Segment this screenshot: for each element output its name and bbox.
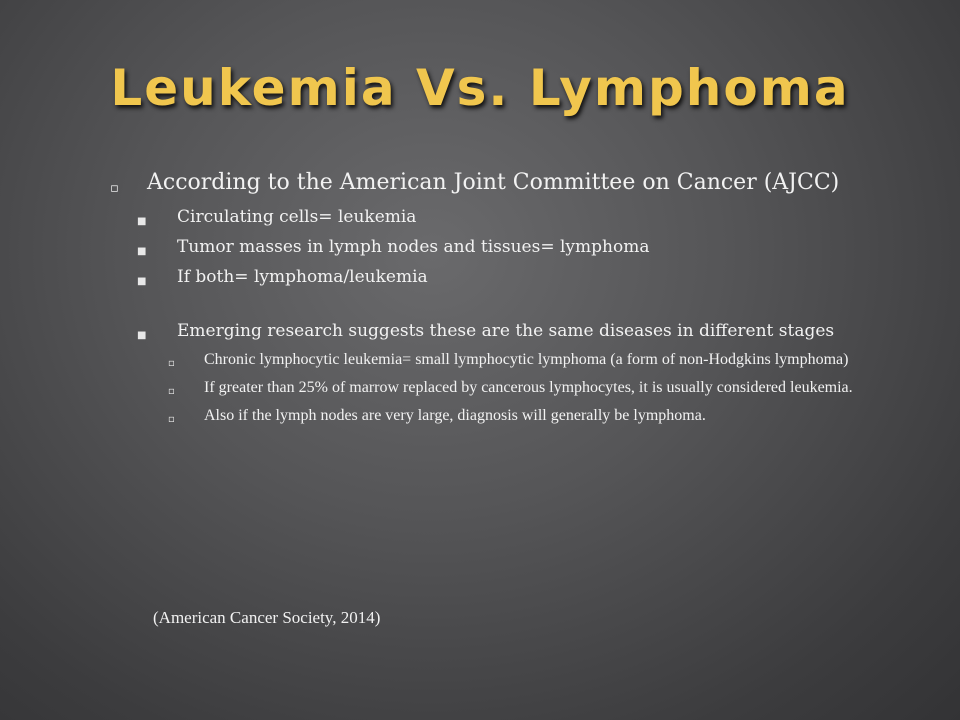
bullet-text: Emerging research suggests these are the same diseases in different stages bbox=[177, 321, 835, 341]
bullet-level2-tumor bbox=[137, 237, 910, 257]
small-square-bullet-icon: ▫ bbox=[168, 414, 175, 425]
small-square-bullet-icon: ▫ bbox=[168, 386, 175, 397]
bullet-level2-emerging bbox=[137, 321, 910, 341]
bullet-text: If greater than 25% of marrow replaced by cancerous lymphocytes, it is usually considered leukemia. bbox=[204, 379, 853, 396]
bullet-text: Chronic lymphocytic leukemia= small lymphocytic lymphoma (a form of non-Hodgkins lymphoma) bbox=[204, 351, 849, 368]
bullet-level1-ajcc bbox=[110, 170, 910, 195]
bullet-level3-marrow bbox=[168, 379, 910, 397]
filled-square-bullet-icon: ■ bbox=[137, 216, 147, 227]
bullet-level2-both bbox=[137, 267, 910, 287]
bullet-text: Also if the lymph nodes are very large, diagnosis will generally be lymphoma. bbox=[204, 407, 706, 424]
filled-square-bullet-icon: ■ bbox=[137, 276, 147, 287]
bullet-text: Tumor masses in lymph nodes and tissues= lymphoma bbox=[177, 237, 650, 257]
bullet-level2-circulating bbox=[137, 207, 910, 227]
bullet-level3-cll bbox=[168, 351, 910, 369]
citation: (American Cancer Society, 2014) bbox=[153, 608, 381, 627]
bullet-level3-lymph-nodes bbox=[168, 407, 910, 425]
slide-body bbox=[110, 170, 910, 435]
slide-title: Leukemia Vs. Lymphoma bbox=[110, 59, 850, 117]
square-bullet-icon: ▫ bbox=[110, 181, 119, 196]
filled-square-bullet-icon: ■ bbox=[137, 246, 147, 257]
bullet-text: Circulating cells= leukemia bbox=[177, 207, 417, 227]
small-square-bullet-icon: ▫ bbox=[168, 358, 175, 369]
filled-square-bullet-icon: ■ bbox=[137, 330, 147, 341]
bullet-text: If both= lymphoma/leukemia bbox=[177, 267, 428, 287]
bullet-text: According to the American Joint Committee on Cancer (AJCC) bbox=[147, 170, 840, 195]
